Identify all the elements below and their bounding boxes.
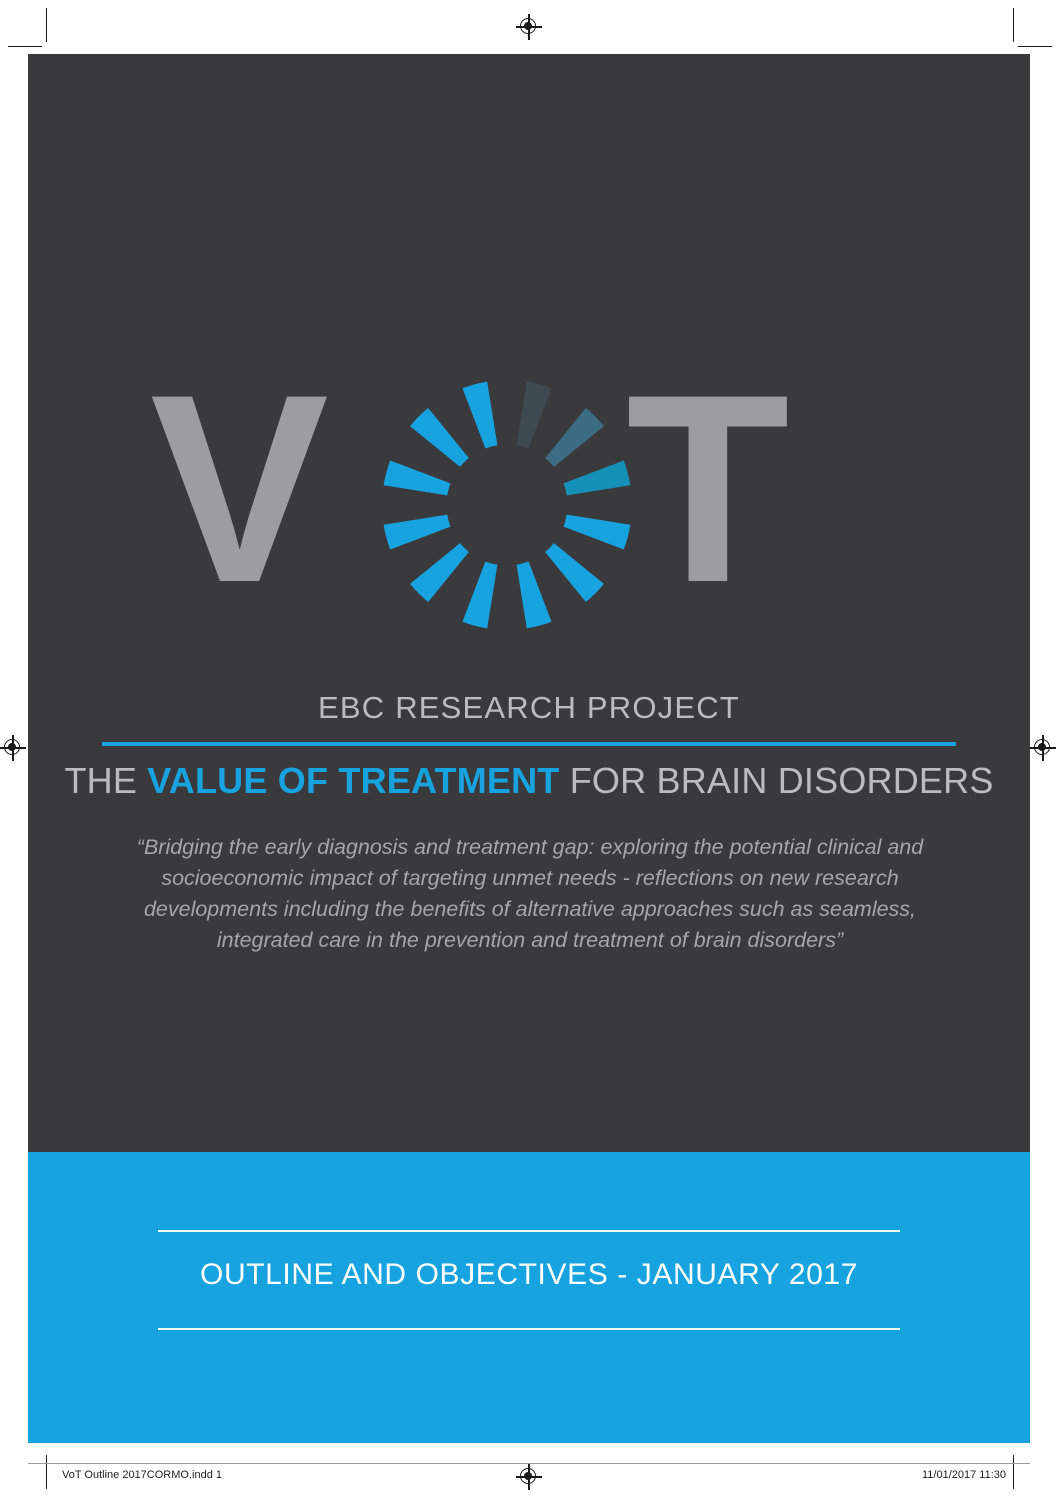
crop-mark-top-left-h bbox=[8, 46, 42, 47]
footer-band bbox=[28, 1152, 1030, 1443]
vot-logo bbox=[28, 338, 1030, 644]
registration-mark-left bbox=[0, 735, 26, 761]
slug-divider bbox=[28, 1463, 1030, 1464]
page-title bbox=[28, 760, 1030, 802]
band-label: OUTLINE AND OBJECTIVES - JANUARY 2017 bbox=[200, 1258, 858, 1291]
registration-mark-top bbox=[516, 14, 542, 40]
band-rule-bottom bbox=[158, 1328, 900, 1330]
project-quote: “Bridging the early diagnosis and treatment gap: exploring the potential clinical and socioeconomic impact of targeting unmet needs - reflections on new research developments including the benefits of alternative approaches such as seamless, integrated care in the prevention and treatment of brain disorders” bbox=[136, 835, 924, 952]
registration-mark-bottom bbox=[516, 1464, 542, 1490]
cover-page bbox=[28, 54, 1030, 1443]
logo-letter-t: T bbox=[626, 338, 784, 638]
crop-mark-top-left-v bbox=[46, 8, 47, 42]
title-suffix: FOR BRAIN DISORDERS bbox=[559, 760, 994, 801]
logo-letter-v: V bbox=[150, 338, 323, 638]
registration-mark-right bbox=[1030, 735, 1056, 761]
crop-mark-bottom-left-v bbox=[46, 1455, 47, 1489]
title-accent: VALUE OF TREATMENT bbox=[147, 760, 560, 801]
title-prefix: THE bbox=[64, 760, 148, 801]
crop-mark-bottom-right-v bbox=[1013, 1455, 1014, 1489]
accent-divider bbox=[102, 742, 956, 746]
slug-timestamp: 11/01/2017 11:30 bbox=[921, 1469, 1006, 1481]
slug-filename: VoT Outline 2017CORMO.indd 1 bbox=[62, 1469, 222, 1481]
crop-mark-top-right-h bbox=[1018, 46, 1052, 47]
crop-mark-top-right-v bbox=[1013, 8, 1014, 42]
project-subtitle: EBC RESEARCH PROJECT bbox=[318, 690, 740, 725]
segmented-ring-o-icon bbox=[381, 379, 633, 631]
band-rule-top bbox=[158, 1230, 900, 1232]
